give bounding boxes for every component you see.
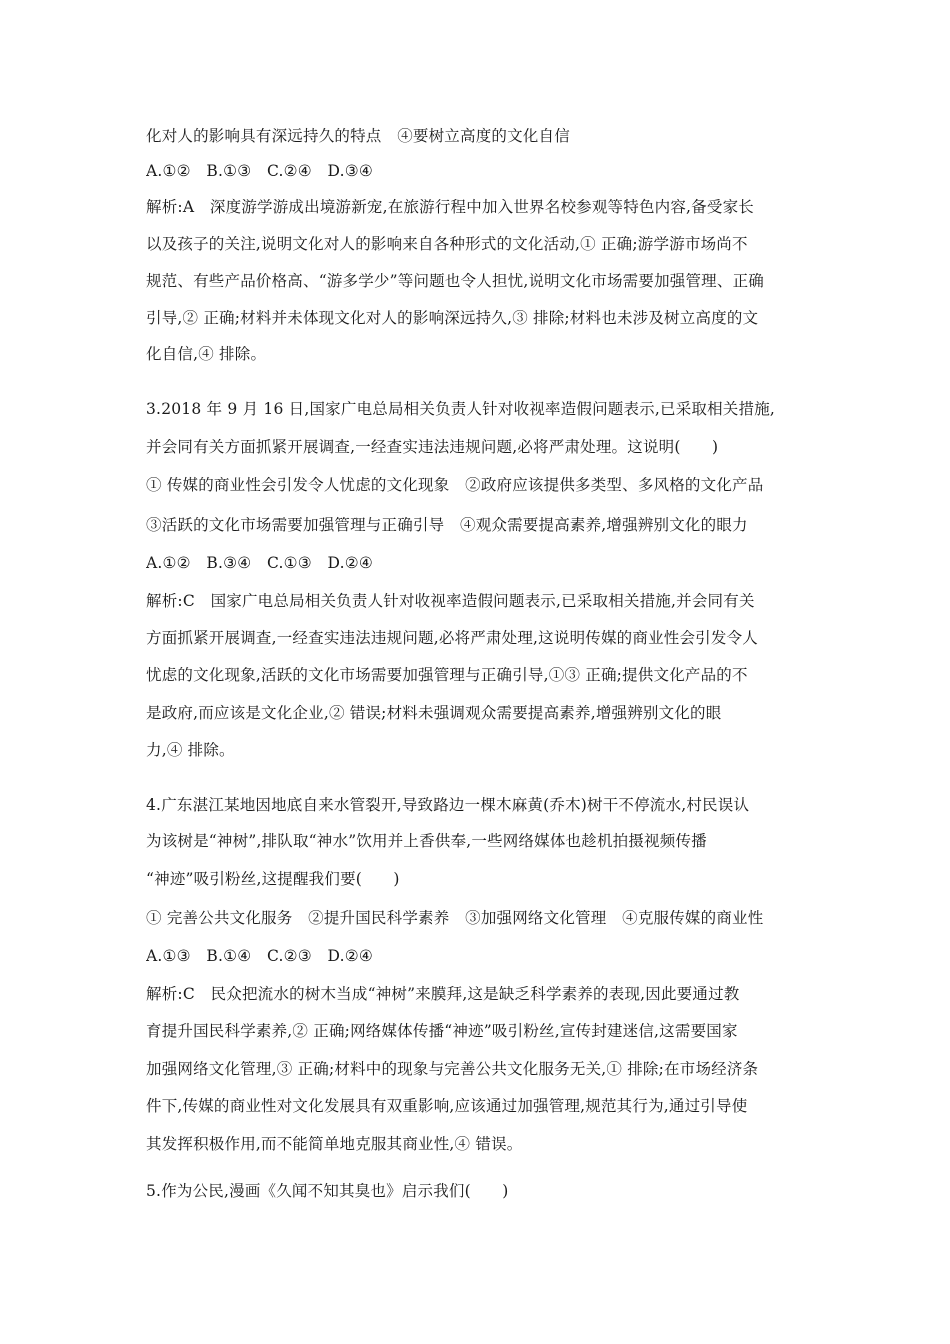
q4-analysis-line: 解析:C 民众把流水的树木当成“神树”来膜拜,这是缺乏科学素养的表现,因此要通过教	[146, 985, 740, 1003]
q3-analysis-line: 忧虑的文化现象,活跃的文化市场需要加强管理与正确引导,①③ 正确;提供文化产品的不	[146, 666, 748, 684]
q2-analysis-line: 引导,② 正确;材料并未体现文化对人的影响深远持久,③ 排除;材料也未涉及树立高度的文	[146, 309, 759, 327]
q3-option-line: ① 传媒的商业性会引发令人忧虑的文化现象 ②政府应该提供多类型、多风格的文化产品	[146, 476, 764, 494]
q4-analysis-line: 其发挥积极作用,而不能简单地克服其商业性,④ 错误。	[146, 1135, 523, 1153]
q3-option-line: ③活跃的文化市场需要加强管理与正确引导 ④观众需要提高素养,增强辨别文化的眼力	[146, 516, 748, 534]
q3-analysis-line: 是政府,而应该是文化企业,② 错误;材料未强调观众需要提高素养,增强辨别文化的眼	[146, 704, 722, 722]
q2-choices: A.①② B.①③ C.②④ D.③④	[146, 162, 373, 180]
q3-stem-line: 并会同有关方面抓紧开展调查,一经查实违法违规问题,必将严肃处理。这说明( )	[146, 438, 719, 456]
q2-analysis-line: 化自信,④ 排除。	[146, 345, 267, 363]
q2-analysis-line: 解析:A 深度游学游成出境游新宠,在旅游行程中加入世界名校参观等特色内容,备受家长	[146, 198, 754, 216]
q3-stem-line: 3.2018 年 9 月 16 日,国家广电总局相关负责人针对收视率造假问题表示,已采取相关措施,	[146, 400, 776, 418]
q4-stem-line: 为该树是“神树”,排队取“神水”饮用并上香供奉,一些网络媒体也趁机拍摄视频传播	[146, 832, 707, 850]
q3-analysis-line: 力,④ 排除。	[146, 741, 235, 759]
q4-stem-line: 4.广东湛江某地因地底自来水管裂开,导致路边一棵木麻黄(乔木)树干不停流水,村民误认	[146, 796, 750, 814]
q4-stem-line: “神迹”吸引粉丝,这提醒我们要( )	[146, 870, 400, 888]
q4-analysis-line: 加强网络文化管理,③ 正确;材料中的现象与完善公共文化服务无关,① 排除;在市场经济条	[146, 1060, 759, 1078]
q3-analysis-line: 解析:C 国家广电总局相关负责人针对收视率造假问题表示,已采取相关措施,并会同有关	[146, 592, 755, 610]
q4-option-line: ① 完善公共文化服务 ②提升国民科学素养 ③加强网络文化管理 ④克服传媒的商业性	[146, 909, 764, 927]
q3-choices: A.①② B.③④ C.①③ D.②④	[146, 554, 373, 572]
q4-analysis-line: 育提升国民科学素养,② 正确;网络媒体传播“神迹”吸引粉丝,宣传封建迷信,这需要国家	[146, 1022, 738, 1040]
q2-analysis-line: 以及孩子的关注,说明文化对人的影响来自各种形式的文化活动,① 正确;游学游市场尚不	[146, 235, 748, 253]
q4-analysis-line: 件下,传媒的商业性对文化发展具有双重影响,应该通过加强管理,规范其行为,通过引导使	[146, 1097, 748, 1115]
q2-stem-end: 化对人的影响具有深远持久的特点 ④要树立高度的文化自信	[146, 127, 570, 145]
q4-choices: A.①③ B.①④ C.②③ D.②④	[146, 947, 373, 965]
q5-stem: 5.作为公民,漫画《久闻不知其臭也》启示我们( )	[146, 1182, 509, 1200]
q2-analysis-line: 规范、有些产品价格高、“游多学少”等问题也令人担忧,说明文化市场需要加强管理、正确	[146, 272, 764, 290]
q3-analysis-line: 方面抓紧开展调查,一经查实违法违规问题,必将严肃处理,这说明传媒的商业性会引发令人	[146, 629, 758, 647]
